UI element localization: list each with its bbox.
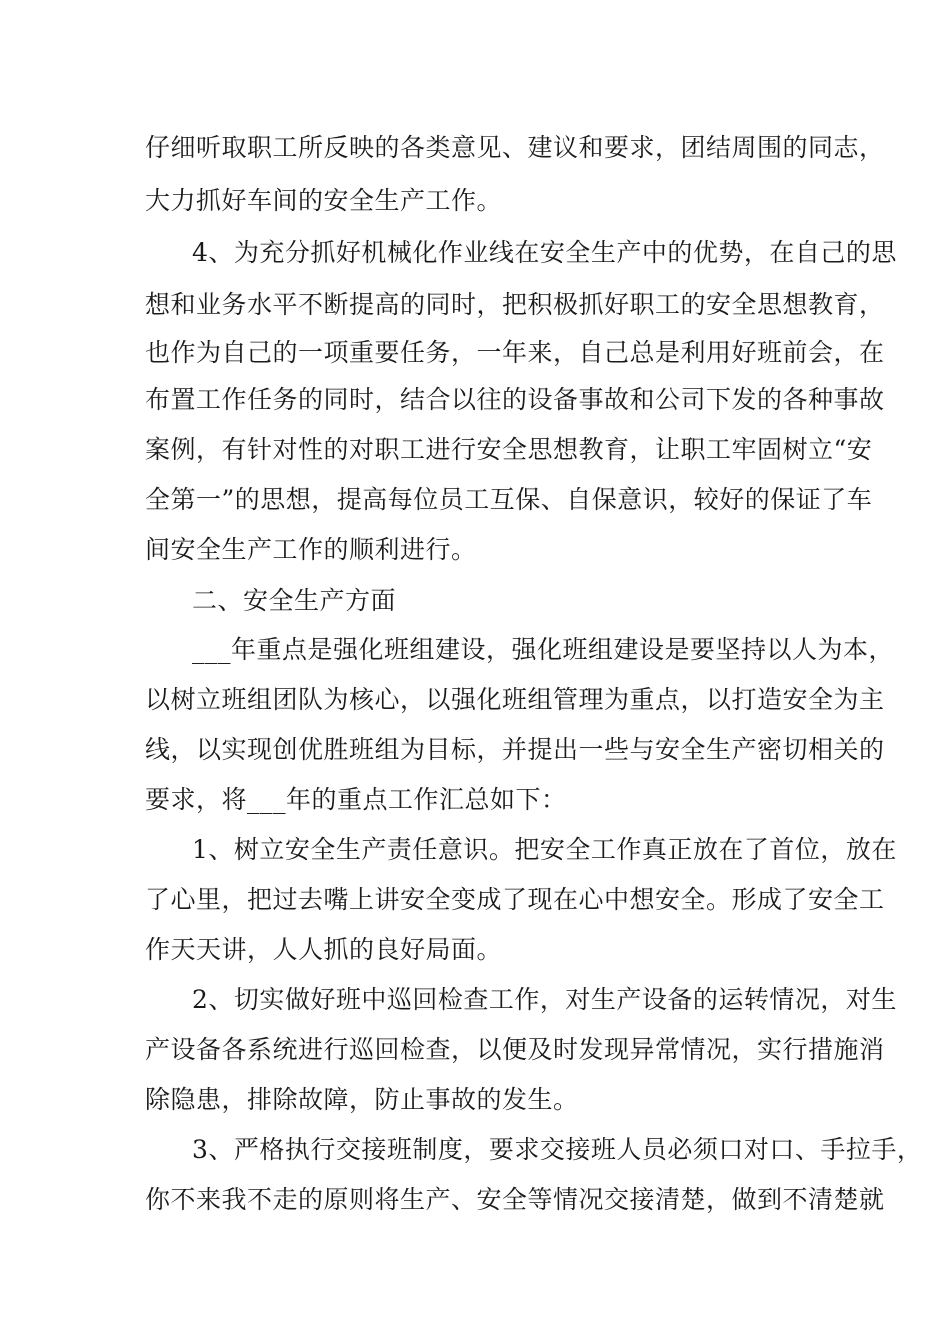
text-line: 间安全生产工作的顺利进行。 xyxy=(145,535,477,564)
text-line: 产设备各系统进行巡回检查，以便及时发现异常情况，实行措施消 xyxy=(145,1035,885,1064)
text-line: 3、严格执行交接班制度，要求交接班人员必须口对口、手拉手， xyxy=(192,1135,923,1164)
text-line: 大力抓好车间的安全生产工作。 xyxy=(145,186,503,215)
text-line: 1、树立安全生产责任意识。把安全工作真正放在了首位，放在 xyxy=(192,835,897,864)
text-line: 全第一”的思想，提高每位员工互保、自保意识，较好的保证了车 xyxy=(145,485,873,514)
text-line: 4、为充分抓好机械化作业线在安全生产中的优势，在自己的思 xyxy=(192,238,897,267)
text-line: 以树立班组团队为核心，以强化班组管理为重点，以打造安全为主 xyxy=(145,685,885,714)
text-line: 除隐患，排除故障，防止事故的发生。 xyxy=(145,1085,579,1114)
text-line: 2、切实做好班中巡回检查工作，对生产设备的运转情况，对生 xyxy=(192,985,897,1014)
text-line: 线，以实现创优胜班组为目标，并提出一些与安全生产密切相关的 xyxy=(145,735,885,764)
text-line: 作天天讲，人人抓的良好局面。 xyxy=(145,935,503,964)
text-line: 要求，将___年的重点工作汇总如下： xyxy=(145,785,567,814)
text-line: 你不来我不走的原则将生产、安全等情况交接清楚，做到不清楚就 xyxy=(145,1185,885,1214)
text-line: 想和业务水平不断提高的同时，把积极抓好职工的安全思想教育， xyxy=(145,290,885,319)
text-line: 了心里，把过去嘴上讲安全变成了现在心中想安全。形成了安全工 xyxy=(145,885,885,914)
text-line: 仔细听取职工所反映的各类意见、建议和要求，团结周围的同志， xyxy=(145,133,885,162)
text-line: 也作为自己的一项重要任务，一年来，自己总是利用好班前会，在 xyxy=(145,338,885,367)
text-line: 布置工作任务的同时，结合以往的设备事故和公司下发的各种事故 xyxy=(145,385,885,414)
text-line: 案例，有针对性的对职工进行安全思想教育，让职工牢固树立“安 xyxy=(145,435,873,464)
section-heading: 二、安全生产方面 xyxy=(192,586,397,615)
text-line: ___年重点是强化班组建设，强化班组建设是要坚持以人为本， xyxy=(192,635,895,664)
